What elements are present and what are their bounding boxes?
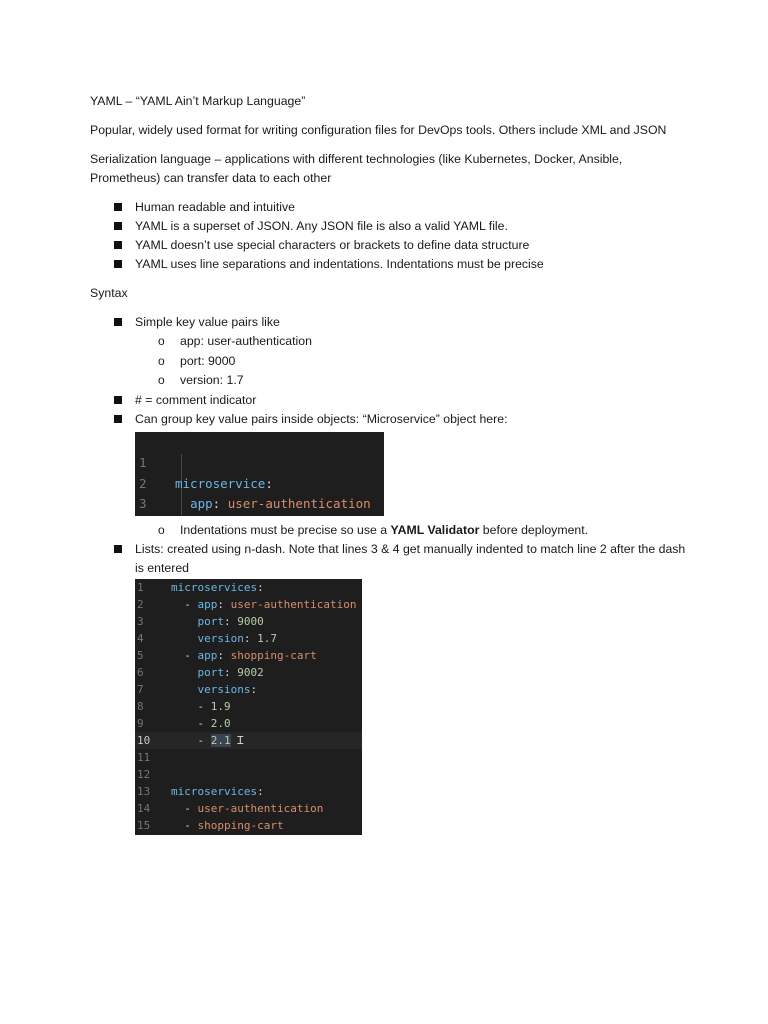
syntax-list: [90, 313, 690, 835]
code-line: 7 versions:: [137, 683, 258, 696]
code-line: 3 port: 9000: [137, 615, 264, 628]
validator-note-list: [135, 521, 690, 541]
document-page: [90, 92, 690, 845]
code-line: 9 - 2.0: [137, 717, 231, 730]
yaml-value: user-authentication: [227, 496, 371, 511]
code-screenshot-lists: [135, 579, 362, 835]
objects-text: Can group key value pairs inside objects: “Microservice” object here:: [135, 411, 508, 426]
list-item: Human readable and intuitive: [135, 198, 690, 217]
lists-text: Lists: created using n-dash. Note that lines 3 & 4 get manually indented to match line 2 after the dash is entered: [135, 542, 686, 575]
kv-intro: Simple key value pairs like: [135, 315, 280, 329]
code-line: 15 - shopping-cart: [137, 819, 284, 832]
serialization-paragraph: Serialization language – applications with different technologies (like Kubernetes, Docker, Ansible, Prometheus) can transfer data to each other: [90, 152, 623, 185]
kv-example-list: [135, 332, 690, 391]
code-line: 2 - app: user-authentication: [137, 598, 357, 611]
list-item: YAML uses line separations and indentations. Indentations must be precise: [135, 255, 690, 274]
intro-paragraph: Popular, widely used format for writing configuration files for DevOps tools. Others include XML and JSON: [90, 123, 667, 137]
code-line: 5 - app: shopping-cart: [137, 649, 317, 662]
code-line: 12: [137, 768, 151, 781]
list-item: YAML doesn’t use special characters or brackets to define data structure: [135, 236, 690, 255]
line-number: 3: [139, 496, 147, 511]
yaml-key: microservice: [175, 475, 266, 491]
code-screenshot-object: [135, 432, 384, 516]
code-line: [135, 494, 384, 515]
kv-example: o app: user-authentication: [180, 332, 690, 352]
list-item: [135, 410, 690, 541]
yaml-validator-term: YAML Validator: [390, 522, 480, 537]
yaml-key: app: [190, 496, 213, 511]
code-line: 1 microservices:: [137, 581, 264, 594]
code-line: 1 microservice:: [139, 455, 273, 491]
list-item: [135, 540, 690, 835]
line-number: 2: [139, 475, 147, 491]
code-line: 6 port: 9002: [137, 666, 264, 679]
code-line: 11: [137, 751, 151, 764]
doc-title: YAML – “YAML Ain’t Markup Language”: [90, 94, 306, 108]
feature-list: [90, 198, 690, 274]
kv-example: o port: 9000: [180, 352, 690, 372]
line-number: 1: [139, 455, 147, 470]
syntax-heading: Syntax: [90, 286, 128, 300]
code-line: 14 - user-authentication: [137, 802, 324, 815]
kv-example: o version: 1.7: [180, 371, 690, 391]
code-line: 4 version: 1.7: [137, 632, 277, 645]
list-item: YAML is a superset of JSON. Any JSON file is also a valid YAML file.: [135, 217, 690, 236]
list-item: # = comment indicator: [135, 391, 690, 410]
code-line: 13 microservices:: [137, 785, 264, 798]
code-line: 10 - 2.1 Ɪ: [135, 732, 362, 749]
list-item: [135, 313, 690, 391]
ibeam-cursor-icon: Ɪ: [237, 734, 244, 747]
code-line: 8 - 1.9: [137, 700, 231, 713]
code-line: 2 app: user-authentication: [139, 475, 371, 511]
validator-note: o Indentations must be precise so use a YAML Validator before deployment.: [180, 521, 690, 541]
line-number: [139, 515, 155, 516]
